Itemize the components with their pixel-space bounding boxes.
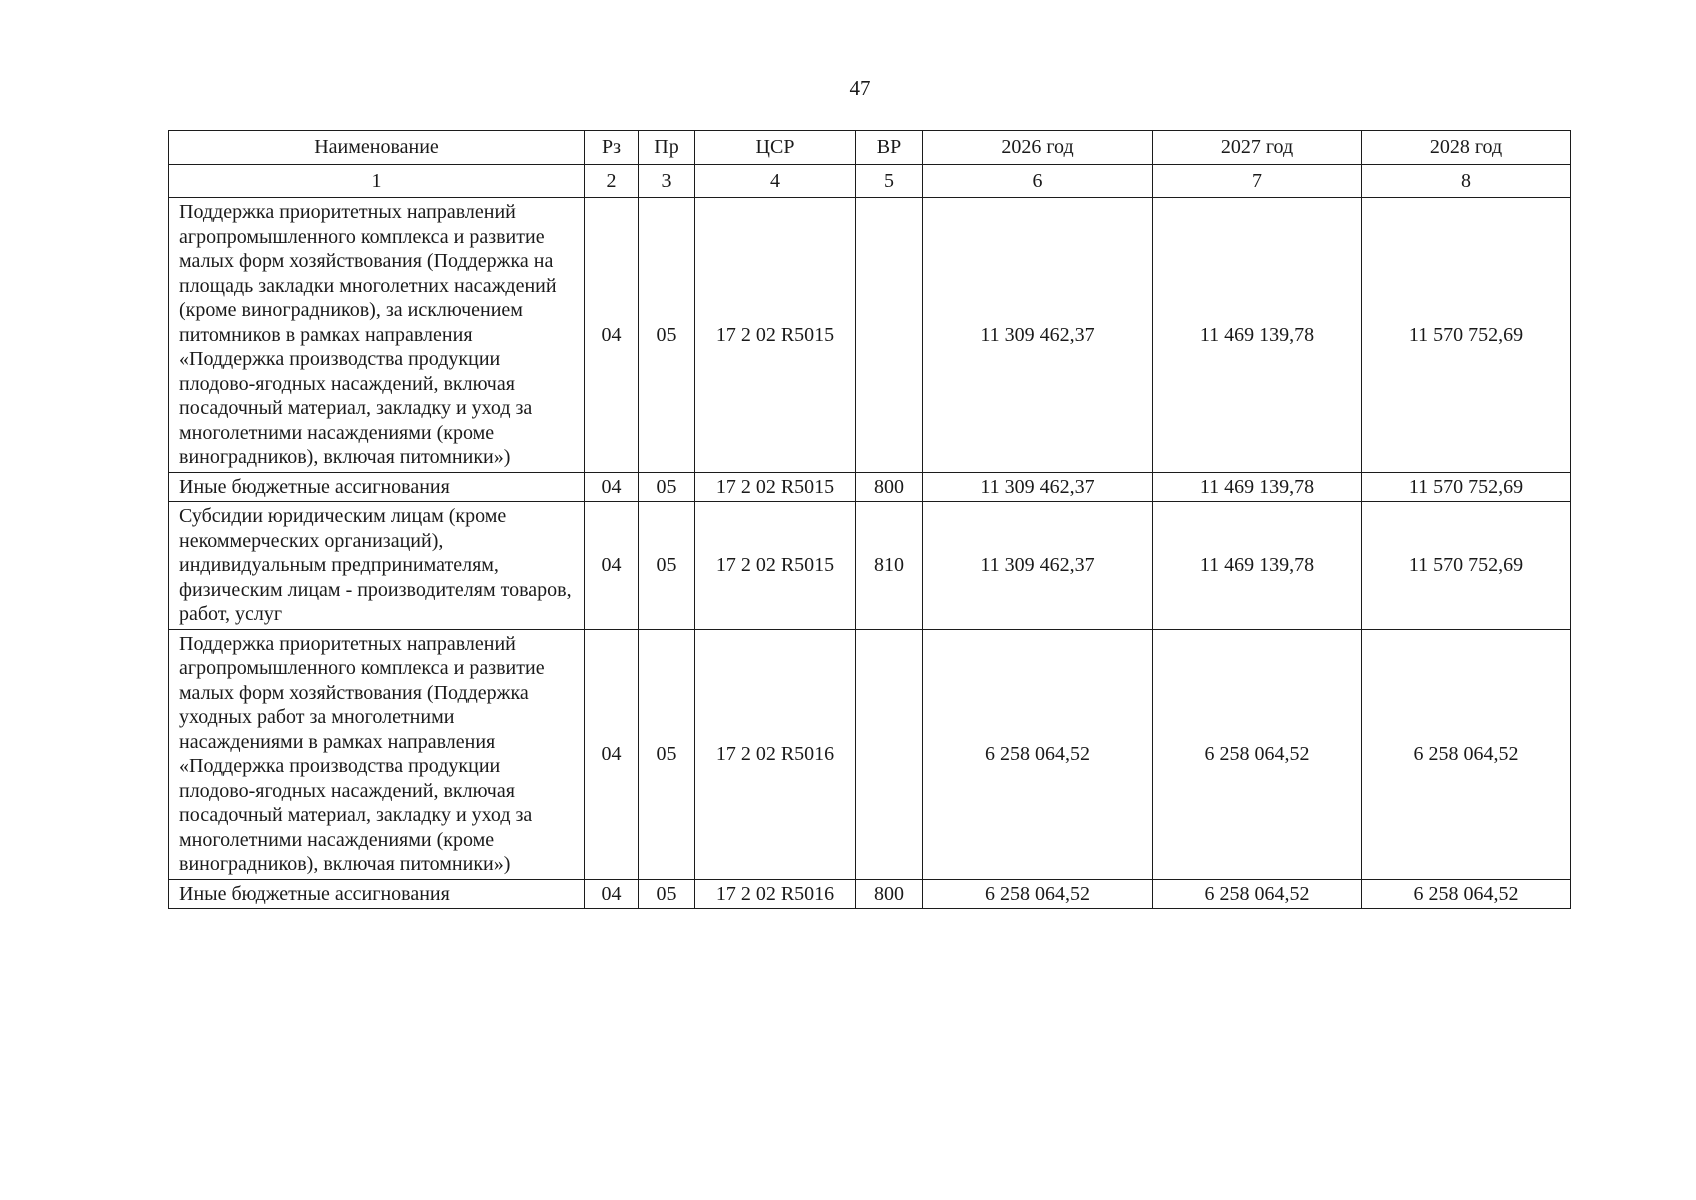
- column-number-row: [169, 165, 1571, 198]
- cell-name: Субсидии юридическим лицам (кроме некоммерческих организаций), индивидуальным предпринимателям, физическим лицам - производителям товаров, работ, услуг: [169, 502, 585, 630]
- cell-csr: 17 2 02 R5016: [695, 629, 856, 879]
- header-rz: Рз: [585, 131, 639, 165]
- cell-pr: 05: [639, 629, 695, 879]
- column-number: 4: [695, 165, 856, 198]
- cell-2028: 6 258 064,52: [1362, 629, 1571, 879]
- column-number: 3: [639, 165, 695, 198]
- cell-2027: 11 469 139,78: [1153, 472, 1362, 502]
- header-year-2027: 2027 год: [1153, 131, 1362, 165]
- column-number: 1: [169, 165, 585, 198]
- cell-rz: 04: [585, 879, 639, 909]
- header-name: Наименование: [169, 131, 585, 165]
- cell-2026: 11 309 462,37: [923, 198, 1153, 473]
- cell-rz: 04: [585, 502, 639, 630]
- cell-vr: 810: [856, 502, 923, 630]
- cell-2027: 6 258 064,52: [1153, 879, 1362, 909]
- cell-2028: 6 258 064,52: [1362, 879, 1571, 909]
- cell-name: Поддержка приоритетных направлений агропромышленного комплекса и развитие малых форм хозяйствования (Поддержка на площадь закладки многолетних насаждений (кроме виноградников), за исключением питомников в рамках направления «Поддержка производства продукции плодово-ягодных насаждений, включая посадочный материал, закладку и уход за многолетними насаждениями (кроме виноградников), включая питомники»): [169, 198, 585, 473]
- column-number: 6: [923, 165, 1153, 198]
- cell-2028: 11 570 752,69: [1362, 472, 1571, 502]
- cell-name: Иные бюджетные ассигнования: [169, 879, 585, 909]
- table-row: [169, 879, 1571, 909]
- header-year-2028: 2028 год: [1362, 131, 1571, 165]
- cell-vr: [856, 629, 923, 879]
- header-row: [169, 131, 1571, 165]
- table-row: [169, 502, 1571, 630]
- cell-name: Поддержка приоритетных направлений агропромышленного комплекса и развитие малых форм хозяйствования (Поддержка уходных работ за многолетними насаждениями в рамках направления «Поддержка производства продукции плодово-ягодных насаждений, включая посадочный материал, закладку и уход за многолетними насаждениями (кроме виноградников), включая питомники»): [169, 629, 585, 879]
- cell-pr: 05: [639, 198, 695, 473]
- column-number: 8: [1362, 165, 1571, 198]
- table-row: [169, 629, 1571, 879]
- cell-csr: 17 2 02 R5015: [695, 472, 856, 502]
- cell-name: Иные бюджетные ассигнования: [169, 472, 585, 502]
- cell-2026: 11 309 462,37: [923, 472, 1153, 502]
- cell-rz: 04: [585, 472, 639, 502]
- column-number: 7: [1153, 165, 1362, 198]
- table-row: [169, 198, 1571, 473]
- cell-2028: 11 570 752,69: [1362, 198, 1571, 473]
- cell-2026: 6 258 064,52: [923, 879, 1153, 909]
- cell-pr: 05: [639, 879, 695, 909]
- page-number: 47: [849, 76, 871, 100]
- cell-vr: 800: [856, 472, 923, 502]
- cell-2028: 11 570 752,69: [1362, 502, 1571, 630]
- column-number: 5: [856, 165, 923, 198]
- table-row: [169, 472, 1571, 502]
- header-csr: ЦСР: [695, 131, 856, 165]
- cell-pr: 05: [639, 472, 695, 502]
- header-pr: Пр: [639, 131, 695, 165]
- cell-rz: 04: [585, 629, 639, 879]
- column-number: 2: [585, 165, 639, 198]
- header-vr: ВР: [856, 131, 923, 165]
- cell-csr: 17 2 02 R5016: [695, 879, 856, 909]
- cell-vr: [856, 198, 923, 473]
- cell-2027: 11 469 139,78: [1153, 502, 1362, 630]
- cell-2026: 11 309 462,37: [923, 502, 1153, 630]
- cell-rz: 04: [585, 198, 639, 473]
- cell-csr: 17 2 02 R5015: [695, 502, 856, 630]
- cell-2027: 11 469 139,78: [1153, 198, 1362, 473]
- cell-vr: 800: [856, 879, 923, 909]
- cell-2026: 6 258 064,52: [923, 629, 1153, 879]
- header-year-2026: 2026 год: [923, 131, 1153, 165]
- cell-csr: 17 2 02 R5015: [695, 198, 856, 473]
- budget-table: [168, 130, 1571, 909]
- cell-pr: 05: [639, 502, 695, 630]
- cell-2027: 6 258 064,52: [1153, 629, 1362, 879]
